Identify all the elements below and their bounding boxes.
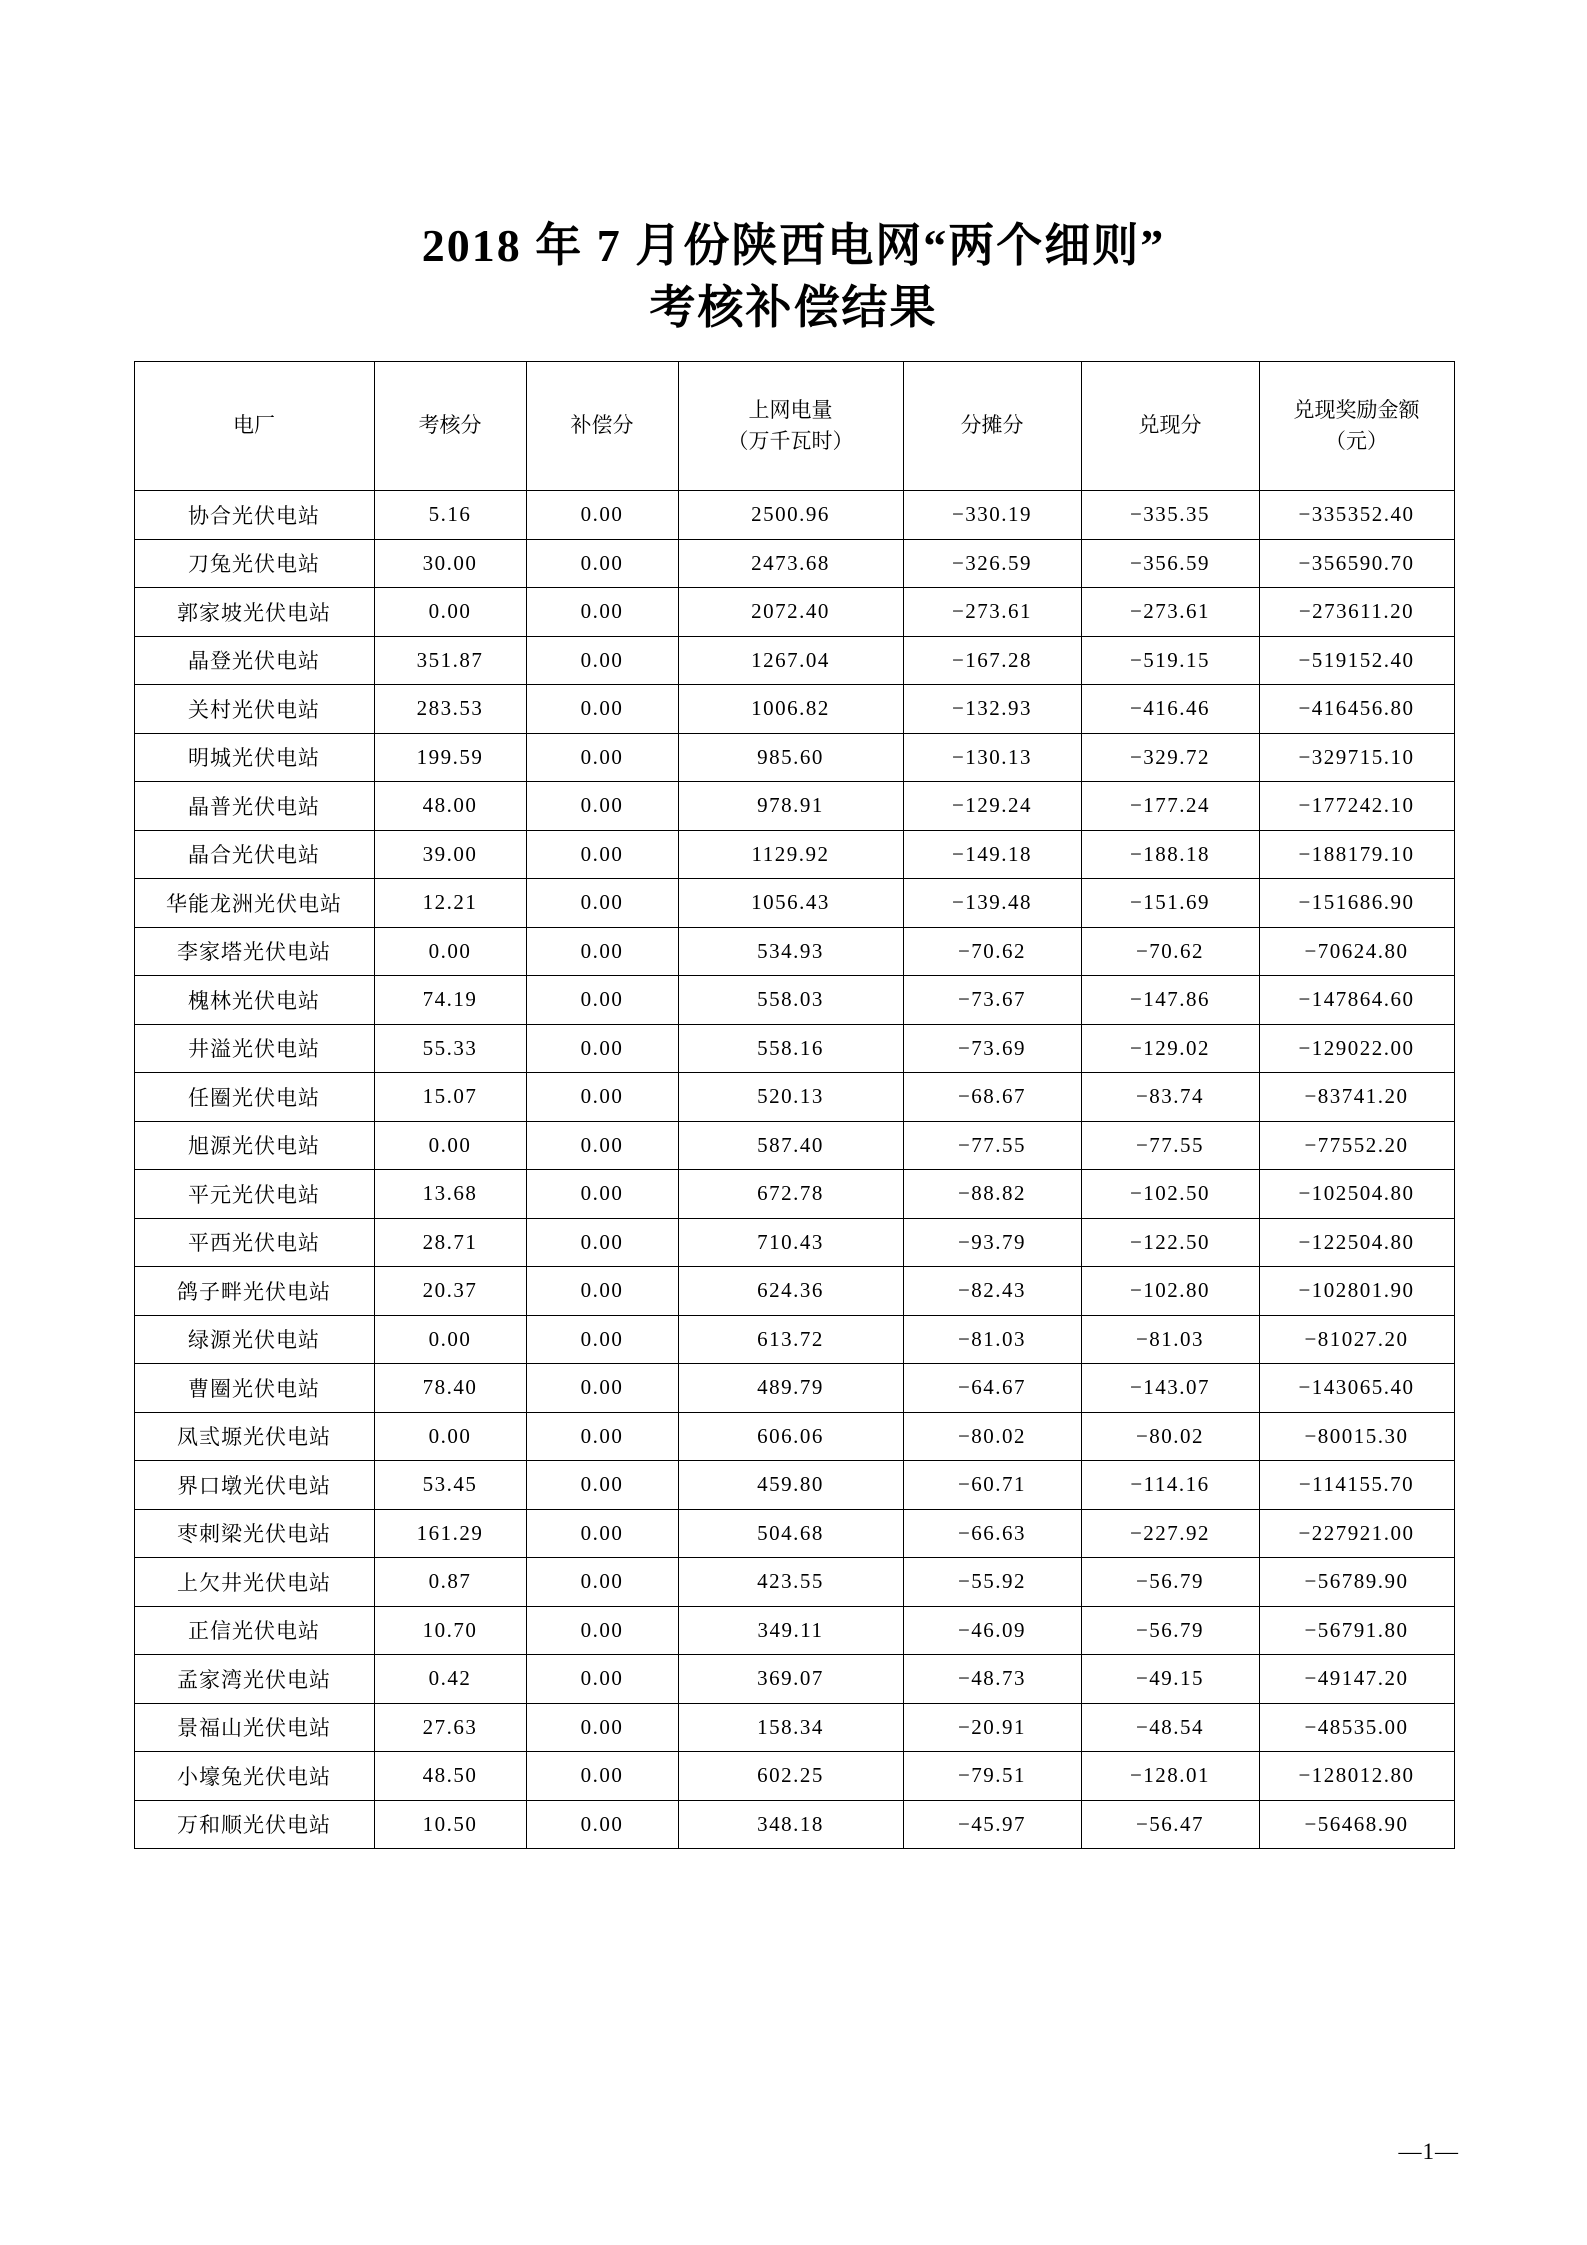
cell-settlement-score: −80.02	[1081, 1412, 1259, 1461]
cell-compensation-score: 0.00	[526, 1606, 678, 1655]
cell-reward-amount: −128012.80	[1259, 1752, 1454, 1801]
cell-plant-name: 关村光伏电站	[134, 685, 374, 734]
cell-allocation-score: −130.13	[903, 733, 1081, 782]
cell-settlement-score: −56.79	[1081, 1558, 1259, 1607]
cell-settlement-score: −147.86	[1081, 976, 1259, 1025]
cell-assessment-score: 161.29	[374, 1509, 526, 1558]
cell-reward-amount: −122504.80	[1259, 1218, 1454, 1267]
table-header	[134, 362, 1454, 491]
table-row	[134, 539, 1454, 588]
cell-grid-electricity: 489.79	[678, 1364, 903, 1413]
cell-plant-name: 小壕兔光伏电站	[134, 1752, 374, 1801]
cell-grid-electricity: 1129.92	[678, 830, 903, 879]
cell-plant-name: 明城光伏电站	[134, 733, 374, 782]
cell-assessment-score: 0.00	[374, 1121, 526, 1170]
table-row	[134, 636, 1454, 685]
cell-allocation-score: −132.93	[903, 685, 1081, 734]
cell-compensation-score: 0.00	[526, 830, 678, 879]
cell-settlement-score: −102.80	[1081, 1267, 1259, 1316]
cell-compensation-score: 0.00	[526, 1703, 678, 1752]
cell-plant-name: 井溢光伏电站	[134, 1024, 374, 1073]
cell-grid-electricity: 558.03	[678, 976, 903, 1025]
cell-allocation-score: −88.82	[903, 1170, 1081, 1219]
cell-reward-amount: −227921.00	[1259, 1509, 1454, 1558]
cell-compensation-score: 0.00	[526, 782, 678, 831]
column-header-settlement-score: 兑现分	[1081, 362, 1259, 491]
cell-reward-amount: −56468.90	[1259, 1800, 1454, 1849]
table-row	[134, 1461, 1454, 1510]
cell-plant-name: 晶合光伏电站	[134, 830, 374, 879]
cell-settlement-score: −519.15	[1081, 636, 1259, 685]
cell-settlement-score: −177.24	[1081, 782, 1259, 831]
cell-compensation-score: 0.00	[526, 636, 678, 685]
cell-grid-electricity: 158.34	[678, 1703, 903, 1752]
cell-assessment-score: 0.42	[374, 1655, 526, 1704]
cell-compensation-score: 0.00	[526, 1024, 678, 1073]
cell-reward-amount: −519152.40	[1259, 636, 1454, 685]
cell-settlement-score: −143.07	[1081, 1364, 1259, 1413]
cell-assessment-score: 0.00	[374, 1315, 526, 1364]
results-table-wrapper	[134, 361, 1454, 1849]
cell-grid-electricity: 348.18	[678, 1800, 903, 1849]
cell-plant-name: 鸽子畔光伏电站	[134, 1267, 374, 1316]
cell-settlement-score: −356.59	[1081, 539, 1259, 588]
table-row	[134, 1024, 1454, 1073]
cell-assessment-score: 78.40	[374, 1364, 526, 1413]
table-row	[134, 1170, 1454, 1219]
table-row	[134, 1558, 1454, 1607]
column-header-allocation-score: 分摊分	[903, 362, 1081, 491]
table-row	[134, 1267, 1454, 1316]
cell-reward-amount: −49147.20	[1259, 1655, 1454, 1704]
cell-settlement-score: −56.47	[1081, 1800, 1259, 1849]
cell-reward-amount: −335352.40	[1259, 491, 1454, 540]
cell-allocation-score: −70.62	[903, 927, 1081, 976]
cell-assessment-score: 74.19	[374, 976, 526, 1025]
table-header-row	[134, 362, 1454, 491]
cell-allocation-score: −149.18	[903, 830, 1081, 879]
cell-allocation-score: −326.59	[903, 539, 1081, 588]
column-header-grid-electricity-line1: 上网电量	[748, 397, 833, 422]
cell-plant-name: 万和顺光伏电站	[134, 1800, 374, 1849]
table-row	[134, 1364, 1454, 1413]
cell-assessment-score: 48.00	[374, 782, 526, 831]
cell-plant-name: 晶普光伏电站	[134, 782, 374, 831]
table-row	[134, 1218, 1454, 1267]
cell-compensation-score: 0.00	[526, 1267, 678, 1316]
cell-reward-amount: −329715.10	[1259, 733, 1454, 782]
cell-settlement-score: −81.03	[1081, 1315, 1259, 1364]
cell-plant-name: 平元光伏电站	[134, 1170, 374, 1219]
column-header-reward-amount-line1: 兑现奖励金额	[1293, 397, 1420, 422]
cell-compensation-score: 0.00	[526, 1364, 678, 1413]
cell-assessment-score: 12.21	[374, 879, 526, 928]
cell-compensation-score: 0.00	[526, 1412, 678, 1461]
cell-allocation-score: −93.79	[903, 1218, 1081, 1267]
cell-allocation-score: −139.48	[903, 879, 1081, 928]
table-row	[134, 491, 1454, 540]
cell-compensation-score: 0.00	[526, 1509, 678, 1558]
cell-grid-electricity: 587.40	[678, 1121, 903, 1170]
cell-reward-amount: −102801.90	[1259, 1267, 1454, 1316]
cell-compensation-score: 0.00	[526, 1121, 678, 1170]
table-row	[134, 879, 1454, 928]
cell-assessment-score: 0.00	[374, 588, 526, 637]
cell-grid-electricity: 710.43	[678, 1218, 903, 1267]
column-header-grid-electricity-line2: （万千瓦时）	[727, 429, 854, 454]
cell-allocation-score: −66.63	[903, 1509, 1081, 1558]
cell-allocation-score: −80.02	[903, 1412, 1081, 1461]
table-row	[134, 1752, 1454, 1801]
column-header-reward-amount-line2: （元）	[1325, 429, 1388, 454]
cell-settlement-score: −416.46	[1081, 685, 1259, 734]
cell-grid-electricity: 978.91	[678, 782, 903, 831]
table-body	[134, 491, 1454, 1849]
results-table	[134, 361, 1455, 1849]
table-row	[134, 1412, 1454, 1461]
cell-plant-name: 景福山光伏电站	[134, 1703, 374, 1752]
cell-settlement-score: −102.50	[1081, 1170, 1259, 1219]
cell-reward-amount: −273611.20	[1259, 588, 1454, 637]
cell-plant-name: 刀兔光伏电站	[134, 539, 374, 588]
cell-reward-amount: −416456.80	[1259, 685, 1454, 734]
cell-grid-electricity: 1267.04	[678, 636, 903, 685]
cell-grid-electricity: 1056.43	[678, 879, 903, 928]
cell-reward-amount: −80015.30	[1259, 1412, 1454, 1461]
cell-grid-electricity: 423.55	[678, 1558, 903, 1607]
cell-compensation-score: 0.00	[526, 927, 678, 976]
cell-reward-amount: −151686.90	[1259, 879, 1454, 928]
cell-settlement-score: −188.18	[1081, 830, 1259, 879]
table-row	[134, 1800, 1454, 1849]
cell-assessment-score: 39.00	[374, 830, 526, 879]
cell-assessment-score: 5.16	[374, 491, 526, 540]
cell-reward-amount: −77552.20	[1259, 1121, 1454, 1170]
cell-assessment-score: 10.70	[374, 1606, 526, 1655]
table-row	[134, 1121, 1454, 1170]
table-row	[134, 976, 1454, 1025]
column-header-reward-amount	[1259, 362, 1454, 491]
cell-grid-electricity: 558.16	[678, 1024, 903, 1073]
cell-plant-name: 晶登光伏电站	[134, 636, 374, 685]
cell-settlement-score: −128.01	[1081, 1752, 1259, 1801]
cell-assessment-score: 283.53	[374, 685, 526, 734]
cell-settlement-score: −335.35	[1081, 491, 1259, 540]
cell-compensation-score: 0.00	[526, 685, 678, 734]
cell-allocation-score: −77.55	[903, 1121, 1081, 1170]
cell-allocation-score: −129.24	[903, 782, 1081, 831]
cell-plant-name: 平西光伏电站	[134, 1218, 374, 1267]
cell-compensation-score: 0.00	[526, 1073, 678, 1122]
cell-reward-amount: −147864.60	[1259, 976, 1454, 1025]
cell-settlement-score: −49.15	[1081, 1655, 1259, 1704]
cell-allocation-score: −45.97	[903, 1800, 1081, 1849]
cell-grid-electricity: 606.06	[678, 1412, 903, 1461]
cell-assessment-score: 20.37	[374, 1267, 526, 1316]
cell-settlement-score: −56.79	[1081, 1606, 1259, 1655]
cell-reward-amount: −48535.00	[1259, 1703, 1454, 1752]
cell-settlement-score: −129.02	[1081, 1024, 1259, 1073]
table-row	[134, 733, 1454, 782]
cell-grid-electricity: 2473.68	[678, 539, 903, 588]
cell-allocation-score: −79.51	[903, 1752, 1081, 1801]
cell-assessment-score: 10.50	[374, 1800, 526, 1849]
cell-compensation-score: 0.00	[526, 976, 678, 1025]
document-title	[0, 0, 1587, 339]
cell-settlement-score: −122.50	[1081, 1218, 1259, 1267]
column-header-grid-electricity	[678, 362, 903, 491]
cell-compensation-score: 0.00	[526, 588, 678, 637]
cell-allocation-score: −60.71	[903, 1461, 1081, 1510]
cell-compensation-score: 0.00	[526, 879, 678, 928]
cell-compensation-score: 0.00	[526, 1461, 678, 1510]
cell-reward-amount: −56789.90	[1259, 1558, 1454, 1607]
table-row	[134, 1073, 1454, 1122]
cell-settlement-score: −70.62	[1081, 927, 1259, 976]
cell-grid-electricity: 624.36	[678, 1267, 903, 1316]
cell-compensation-score: 0.00	[526, 491, 678, 540]
cell-compensation-score: 0.00	[526, 539, 678, 588]
cell-plant-name: 曹圈光伏电站	[134, 1364, 374, 1413]
page-number: —1—	[1398, 2139, 1459, 2164]
cell-allocation-score: −73.67	[903, 976, 1081, 1025]
cell-settlement-score: −48.54	[1081, 1703, 1259, 1752]
cell-settlement-score: −273.61	[1081, 588, 1259, 637]
cell-grid-electricity: 520.13	[678, 1073, 903, 1122]
cell-grid-electricity: 1006.82	[678, 685, 903, 734]
table-row	[134, 1703, 1454, 1752]
cell-settlement-score: −83.74	[1081, 1073, 1259, 1122]
cell-allocation-score: −73.69	[903, 1024, 1081, 1073]
cell-assessment-score: 0.87	[374, 1558, 526, 1607]
cell-settlement-score: −151.69	[1081, 879, 1259, 928]
cell-plant-name: 李家塔光伏电站	[134, 927, 374, 976]
cell-compensation-score: 0.00	[526, 1800, 678, 1849]
table-row	[134, 685, 1454, 734]
cell-settlement-score: −77.55	[1081, 1121, 1259, 1170]
cell-assessment-score: 53.45	[374, 1461, 526, 1510]
cell-grid-electricity: 459.80	[678, 1461, 903, 1510]
cell-allocation-score: −167.28	[903, 636, 1081, 685]
table-row	[134, 588, 1454, 637]
cell-assessment-score: 13.68	[374, 1170, 526, 1219]
cell-allocation-score: −55.92	[903, 1558, 1081, 1607]
column-header-compensation-score: 补偿分	[526, 362, 678, 491]
cell-compensation-score: 0.00	[526, 733, 678, 782]
cell-allocation-score: −64.67	[903, 1364, 1081, 1413]
cell-grid-electricity: 985.60	[678, 733, 903, 782]
cell-plant-name: 界口墩光伏电站	[134, 1461, 374, 1510]
cell-assessment-score: 351.87	[374, 636, 526, 685]
table-row	[134, 927, 1454, 976]
column-header-plant: 电厂	[134, 362, 374, 491]
cell-plant-name: 枣刺梁光伏电站	[134, 1509, 374, 1558]
cell-assessment-score: 48.50	[374, 1752, 526, 1801]
table-row	[134, 1655, 1454, 1704]
cell-compensation-score: 0.00	[526, 1655, 678, 1704]
cell-plant-name: 绿源光伏电站	[134, 1315, 374, 1364]
cell-compensation-score: 0.00	[526, 1170, 678, 1219]
cell-plant-name: 协合光伏电站	[134, 491, 374, 540]
cell-plant-name: 郭家坡光伏电站	[134, 588, 374, 637]
cell-assessment-score: 30.00	[374, 539, 526, 588]
cell-assessment-score: 0.00	[374, 1412, 526, 1461]
cell-assessment-score: 15.07	[374, 1073, 526, 1122]
cell-reward-amount: −356590.70	[1259, 539, 1454, 588]
cell-plant-name: 孟家湾光伏电站	[134, 1655, 374, 1704]
cell-assessment-score: 55.33	[374, 1024, 526, 1073]
cell-settlement-score: −329.72	[1081, 733, 1259, 782]
cell-allocation-score: −48.73	[903, 1655, 1081, 1704]
cell-grid-electricity: 613.72	[678, 1315, 903, 1364]
title-line-2: 考核补偿结果	[649, 282, 938, 334]
cell-settlement-score: −227.92	[1081, 1509, 1259, 1558]
cell-allocation-score: −68.67	[903, 1073, 1081, 1122]
cell-grid-electricity: 672.78	[678, 1170, 903, 1219]
cell-grid-electricity: 534.93	[678, 927, 903, 976]
cell-compensation-score: 0.00	[526, 1218, 678, 1267]
cell-allocation-score: −330.19	[903, 491, 1081, 540]
cell-reward-amount: −114155.70	[1259, 1461, 1454, 1510]
cell-plant-name: 正信光伏电站	[134, 1606, 374, 1655]
cell-assessment-score: 199.59	[374, 733, 526, 782]
cell-allocation-score: −20.91	[903, 1703, 1081, 1752]
cell-grid-electricity: 369.07	[678, 1655, 903, 1704]
cell-assessment-score: 28.71	[374, 1218, 526, 1267]
cell-assessment-score: 27.63	[374, 1703, 526, 1752]
cell-compensation-score: 0.00	[526, 1558, 678, 1607]
cell-grid-electricity: 602.25	[678, 1752, 903, 1801]
cell-assessment-score: 0.00	[374, 927, 526, 976]
cell-compensation-score: 0.00	[526, 1752, 678, 1801]
table-row	[134, 830, 1454, 879]
cell-reward-amount: −56791.80	[1259, 1606, 1454, 1655]
cell-grid-electricity: 349.11	[678, 1606, 903, 1655]
cell-grid-electricity: 2500.96	[678, 491, 903, 540]
table-row	[134, 782, 1454, 831]
cell-reward-amount: −188179.10	[1259, 830, 1454, 879]
title-line-1: 2018 年 7 月份陕西电网“两个细则”	[421, 220, 1166, 271]
cell-reward-amount: −143065.40	[1259, 1364, 1454, 1413]
cell-reward-amount: −102504.80	[1259, 1170, 1454, 1219]
table-row	[134, 1315, 1454, 1364]
cell-reward-amount: −83741.20	[1259, 1073, 1454, 1122]
cell-plant-name: 任圈光伏电站	[134, 1073, 374, 1122]
cell-settlement-score: −114.16	[1081, 1461, 1259, 1510]
cell-plant-name: 旭源光伏电站	[134, 1121, 374, 1170]
cell-grid-electricity: 2072.40	[678, 588, 903, 637]
cell-grid-electricity: 504.68	[678, 1509, 903, 1558]
cell-plant-name: 上欠井光伏电站	[134, 1558, 374, 1607]
cell-plant-name: 华能龙洲光伏电站	[134, 879, 374, 928]
cell-plant-name: 槐林光伏电站	[134, 976, 374, 1025]
cell-allocation-score: −46.09	[903, 1606, 1081, 1655]
column-header-assessment-score: 考核分	[374, 362, 526, 491]
cell-compensation-score: 0.00	[526, 1315, 678, 1364]
cell-reward-amount: −129022.00	[1259, 1024, 1454, 1073]
table-row	[134, 1509, 1454, 1558]
cell-reward-amount: −70624.80	[1259, 927, 1454, 976]
cell-allocation-score: −82.43	[903, 1267, 1081, 1316]
cell-reward-amount: −177242.10	[1259, 782, 1454, 831]
cell-allocation-score: −273.61	[903, 588, 1081, 637]
cell-allocation-score: −81.03	[903, 1315, 1081, 1364]
cell-reward-amount: −81027.20	[1259, 1315, 1454, 1364]
cell-plant-name: 凤弎塬光伏电站	[134, 1412, 374, 1461]
table-row	[134, 1606, 1454, 1655]
